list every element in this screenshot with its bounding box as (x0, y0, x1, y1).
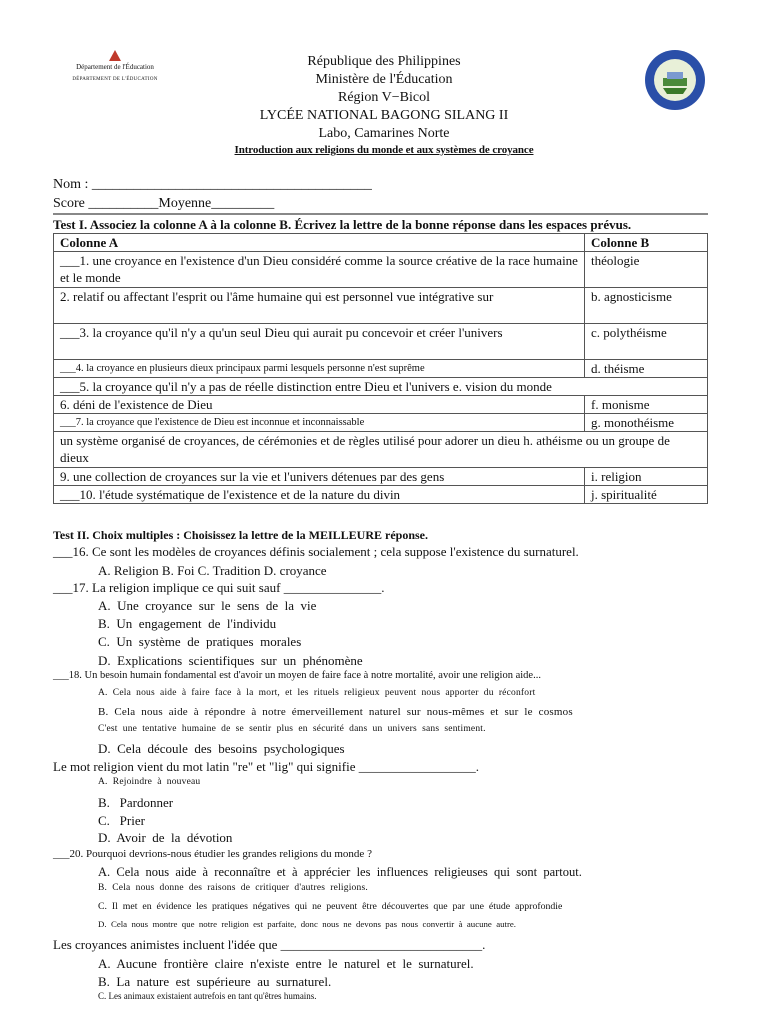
question-17: ___17. La religion implique ce qui suit sauf _______________. (53, 580, 385, 595)
col-b-cell: j. spiritualité (585, 486, 708, 504)
question-19: Le mot religion vient du mot latin "re" et "lig" qui signifie __________________. (53, 759, 479, 774)
matching-table (53, 233, 708, 504)
col-b-cell: d. théisme (585, 360, 708, 378)
col-b-header: Colonne B (585, 234, 708, 252)
test1-title: Test I. Associez la colonne A à la colonne B. Écrivez la lettre de la bonne réponse dans les espaces prévus. (53, 217, 632, 232)
table-row (54, 396, 708, 414)
q18-option-a: A. Cela nous aide à faire face à la mort, et les rituels religieux peuvent nous apporter du réconfort (98, 688, 536, 698)
col-a-header: Colonne A (54, 234, 585, 252)
table-row (54, 288, 708, 324)
col-a-cell: ___5. la croyance qu'il n'y a pas de réelle distinction entre Dieu et l'univers e. vision du monde (54, 378, 708, 396)
header-region: Région V−Bicol (337, 90, 431, 105)
col-a-cell: ___10. l'étude systématique de l'existence et de la nature du divin (54, 486, 585, 504)
table-row (54, 414, 708, 432)
q19-option-a: A. Rejoindre à nouveau (98, 777, 201, 787)
header-republic: République des Philippines (307, 54, 461, 69)
question-20: ___20. Pourquoi devrions-nous étudier les grandes religions du monde ? (53, 848, 372, 860)
table-row (54, 468, 708, 486)
q18-option-d: D. Cela découle des besoins psychologiques (98, 741, 345, 756)
q17-option-a: A. Une croyance sur le sens de la vie (98, 598, 317, 613)
q18-option-c: C'est une tentative humaine de se sentir plus en sécurité dans un univers sans sentiment. (98, 724, 486, 734)
question-16: ___16. Ce sont les modèles de croyances définis socialement ; cela suppose l'existence du surnaturel. (53, 544, 579, 559)
col-b-cell: b. agnosticisme (585, 288, 708, 324)
q18-option-b: B. Cela nous aide à répondre à notre émerveillement naturel sur nous-mêmes et sur le cosmos (98, 706, 573, 718)
header-location: Labo, Camarines Norte (318, 126, 450, 141)
q21-option-b: B. La nature est supérieure au surnaturel. (98, 974, 332, 989)
header-ministry: Ministère de l'Éducation (315, 72, 453, 87)
col-a-cell: 2. relatif ou affectant l'esprit ou l'âme humaine qui est personnel vue intégrative sur (54, 288, 585, 324)
q17-option-c: C. Un système de pratiques morales (98, 634, 302, 649)
q20-option-b: B. Cela nous donne des raisons de critiquer d'autres religions. (98, 883, 368, 893)
q19-option-c: C. Prier (98, 813, 145, 828)
course-title: Introduction aux religions du monde et aux systèmes de croyance (234, 144, 534, 156)
col-a-cell: ___4. la croyance en plusieurs dieux principaux parmi lesquels personne n'est suprême (54, 360, 585, 378)
q20-option-a: A. Cela nous aide à reconnaître et à apprécier les influences religieuses qui sont partout. (98, 865, 582, 879)
table-row (54, 252, 708, 288)
col-a-cell: 9. une collection de croyances sur la vie et l'univers détenues par des gens (54, 468, 585, 486)
table-row (54, 432, 708, 468)
col-a-cell: ___7. la croyance que l'existence de Dieu est inconnue et inconnaissable (54, 414, 585, 432)
divider (53, 213, 708, 215)
table-row (54, 324, 708, 360)
col-a-cell: 6. déni de l'existence de Dieu (54, 396, 585, 414)
col-a-cell: un système organisé de croyances, de cérémonies et de règles utilisé pour adorer un dieu h. athéisme ou un groupe de dieux (54, 432, 708, 468)
col-a-cell: ___1. une croyance en l'existence d'un Dieu considéré comme la source créative de la race humaine et le monde (54, 252, 585, 288)
q16-options: A. Religion B. Foi C. Tradition D. croyance (98, 563, 327, 578)
logo-left-caption: Département de l'Éducation (76, 63, 154, 71)
col-b-cell: i. religion (585, 468, 708, 486)
table-header-row (54, 234, 708, 252)
q20-option-c: C. Il met en évidence les pratiques négatives qui ne peuvent être découvertes que par une étude approfondie (98, 901, 563, 912)
q21-option-a: A. Aucune frontière claire n'existe entre le naturel et le surnaturel. (98, 956, 474, 971)
col-b-cell: g. monothéisme (585, 414, 708, 432)
q17-option-d: D. Explications scientifiques sur un phénomène (98, 653, 363, 668)
q19-option-b: B. Pardonner (98, 795, 174, 810)
table-row (54, 360, 708, 378)
table-row (54, 378, 708, 396)
col-b-cell: f. monisme (585, 396, 708, 414)
score-field: Score __________Moyenne_________ (53, 196, 275, 211)
q17-option-b: B. Un engagement de l'individu (98, 616, 277, 631)
col-b-cell: théologie (585, 252, 708, 288)
test2-title: Test II. Choix multiples : Choisissez la lettre de la MEILLEURE réponse. (53, 528, 429, 542)
header-school: LYCÉE NATIONAL BAGONG SILANG II (259, 108, 509, 123)
q19-option-d: D. Avoir de la dévotion (98, 830, 233, 845)
col-a-cell: ___3. la croyance qu'il n'y a qu'un seul Dieu qui aurait pu concevoir et créer l'univers (54, 324, 585, 360)
table-row (54, 486, 708, 504)
name-field: Nom : ________________________________________ (53, 177, 372, 192)
question-18: ___18. Un besoin humain fondamental est d'avoir un moyen de faire face à notre mortalité, avoir une religion aide... (53, 670, 541, 681)
col-b-cell: c. polythéisme (585, 324, 708, 360)
q20-option-d: D. Cela nous montre que notre religion est parfaite, donc nous ne devons pas nous convertir à aucune autre. (98, 919, 516, 929)
question-21: Les croyances animistes incluent l'idée que _______________________________. (53, 937, 486, 952)
logo-left-subcaption: DÉPARTEMENT DE L'ÉDUCATION (72, 77, 158, 82)
q21-option-c: C. Les animaux existaient autrefois en tant qu'êtres humains. (98, 991, 317, 1001)
